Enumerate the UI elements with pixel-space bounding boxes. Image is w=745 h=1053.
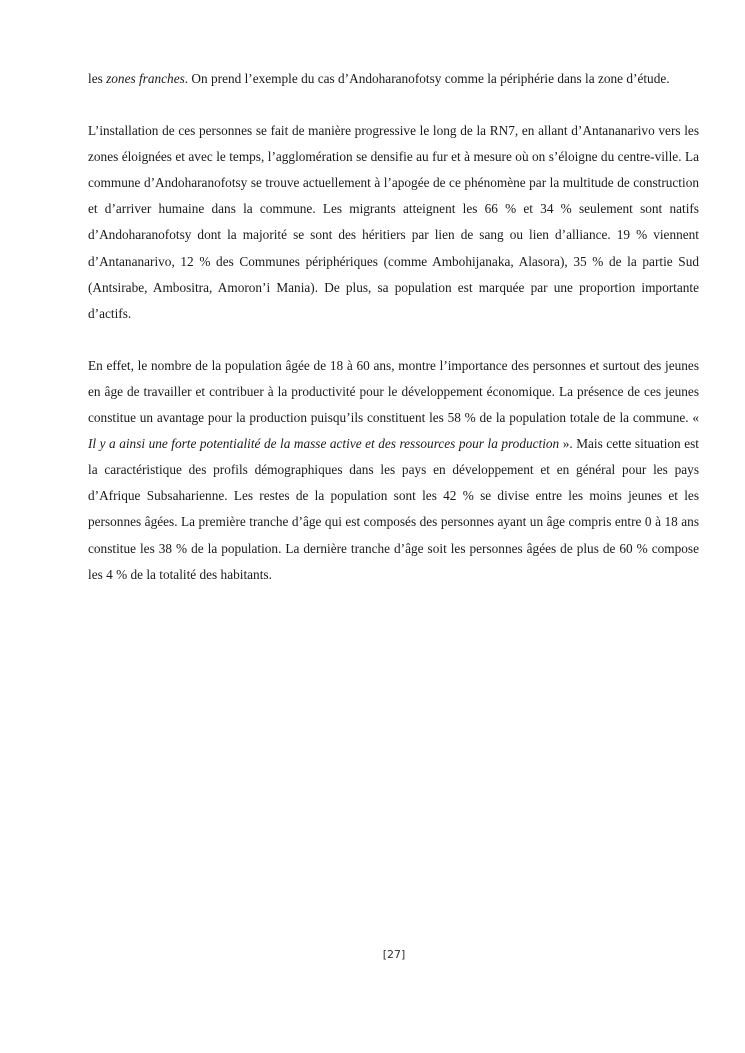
paragraph-installation: L’installation de ces personnes se fait de manière progressive le long de la RN7, en allant d’Antananarivo vers les zones éloignées et avec le temps, l’agglomération se densifie au fur et à mesure où on s’éloigne du centre-ville. La commune d’Andoharanofotsy se trouve actuellement à l’apogée de ce phénomène par la multitude de construction et d’arriver humaine dans la commune. Les migrants atteignent les 66 % et 34 % seulement sont natifs d’Andoharanofotsy dont la majorité se sont des héritiers par lien de sang ou lien d’alliance. 19 % viennent d’Antananarivo, 12 % des Communes périphériques (comme Ambohijanaka, Alasora), 35 % de la partie Sud (Antsirabe, Ambositra, Amoron’i Mania). De plus, sa population est marquée par une proportion importante d’actifs.	[88, 123, 699, 321]
paragraph-1-lead: les	[88, 71, 107, 86]
page-number: [27]	[382, 948, 406, 961]
paragraph-1-rest: . On prend l’exemple du cas d’Andoharanofotsy comme la périphérie dans la zone d’étude.	[184, 71, 670, 86]
document-body	[88, 66, 699, 588]
paragraph-population	[88, 353, 699, 588]
paragraph-3-lead: En effet, le nombre de la population âgée de 18 à 60 ans, montre l’importance des personnes et surtout des jeunes en âge de travailler et contribuer à la productivité pour le développement économique. La présence de ces jeunes constitue un avantage pour la production puisqu’ils constituent les 58 % de la population totale de la commune. «	[88, 357, 699, 426]
paragraph-zones-franches	[88, 66, 699, 92]
paragraph-1-italic: zones franches	[106, 71, 185, 86]
paragraph-3-rest: ». Mais cette situation est la caractéristique des profils démographiques dans les pays en développement et en général pour les pays d’Afrique Subsaharienne. Les restes de la population sont les 42 % se divise entre les moins jeunes et les personnes âgées. La première tranche d’âge qui est composés des personnes ayant un âge compris entre 0 à 18 ans constitue les 38 % de la population. La dernière tranche d’âge soit les personnes âgées de plus de 60 % compose les 4 % de la totalité des habitants.	[88, 436, 699, 582]
paragraph-3-quote: Il y a ainsi une forte potentialité de la masse active et des ressources pour la production	[88, 436, 560, 452]
